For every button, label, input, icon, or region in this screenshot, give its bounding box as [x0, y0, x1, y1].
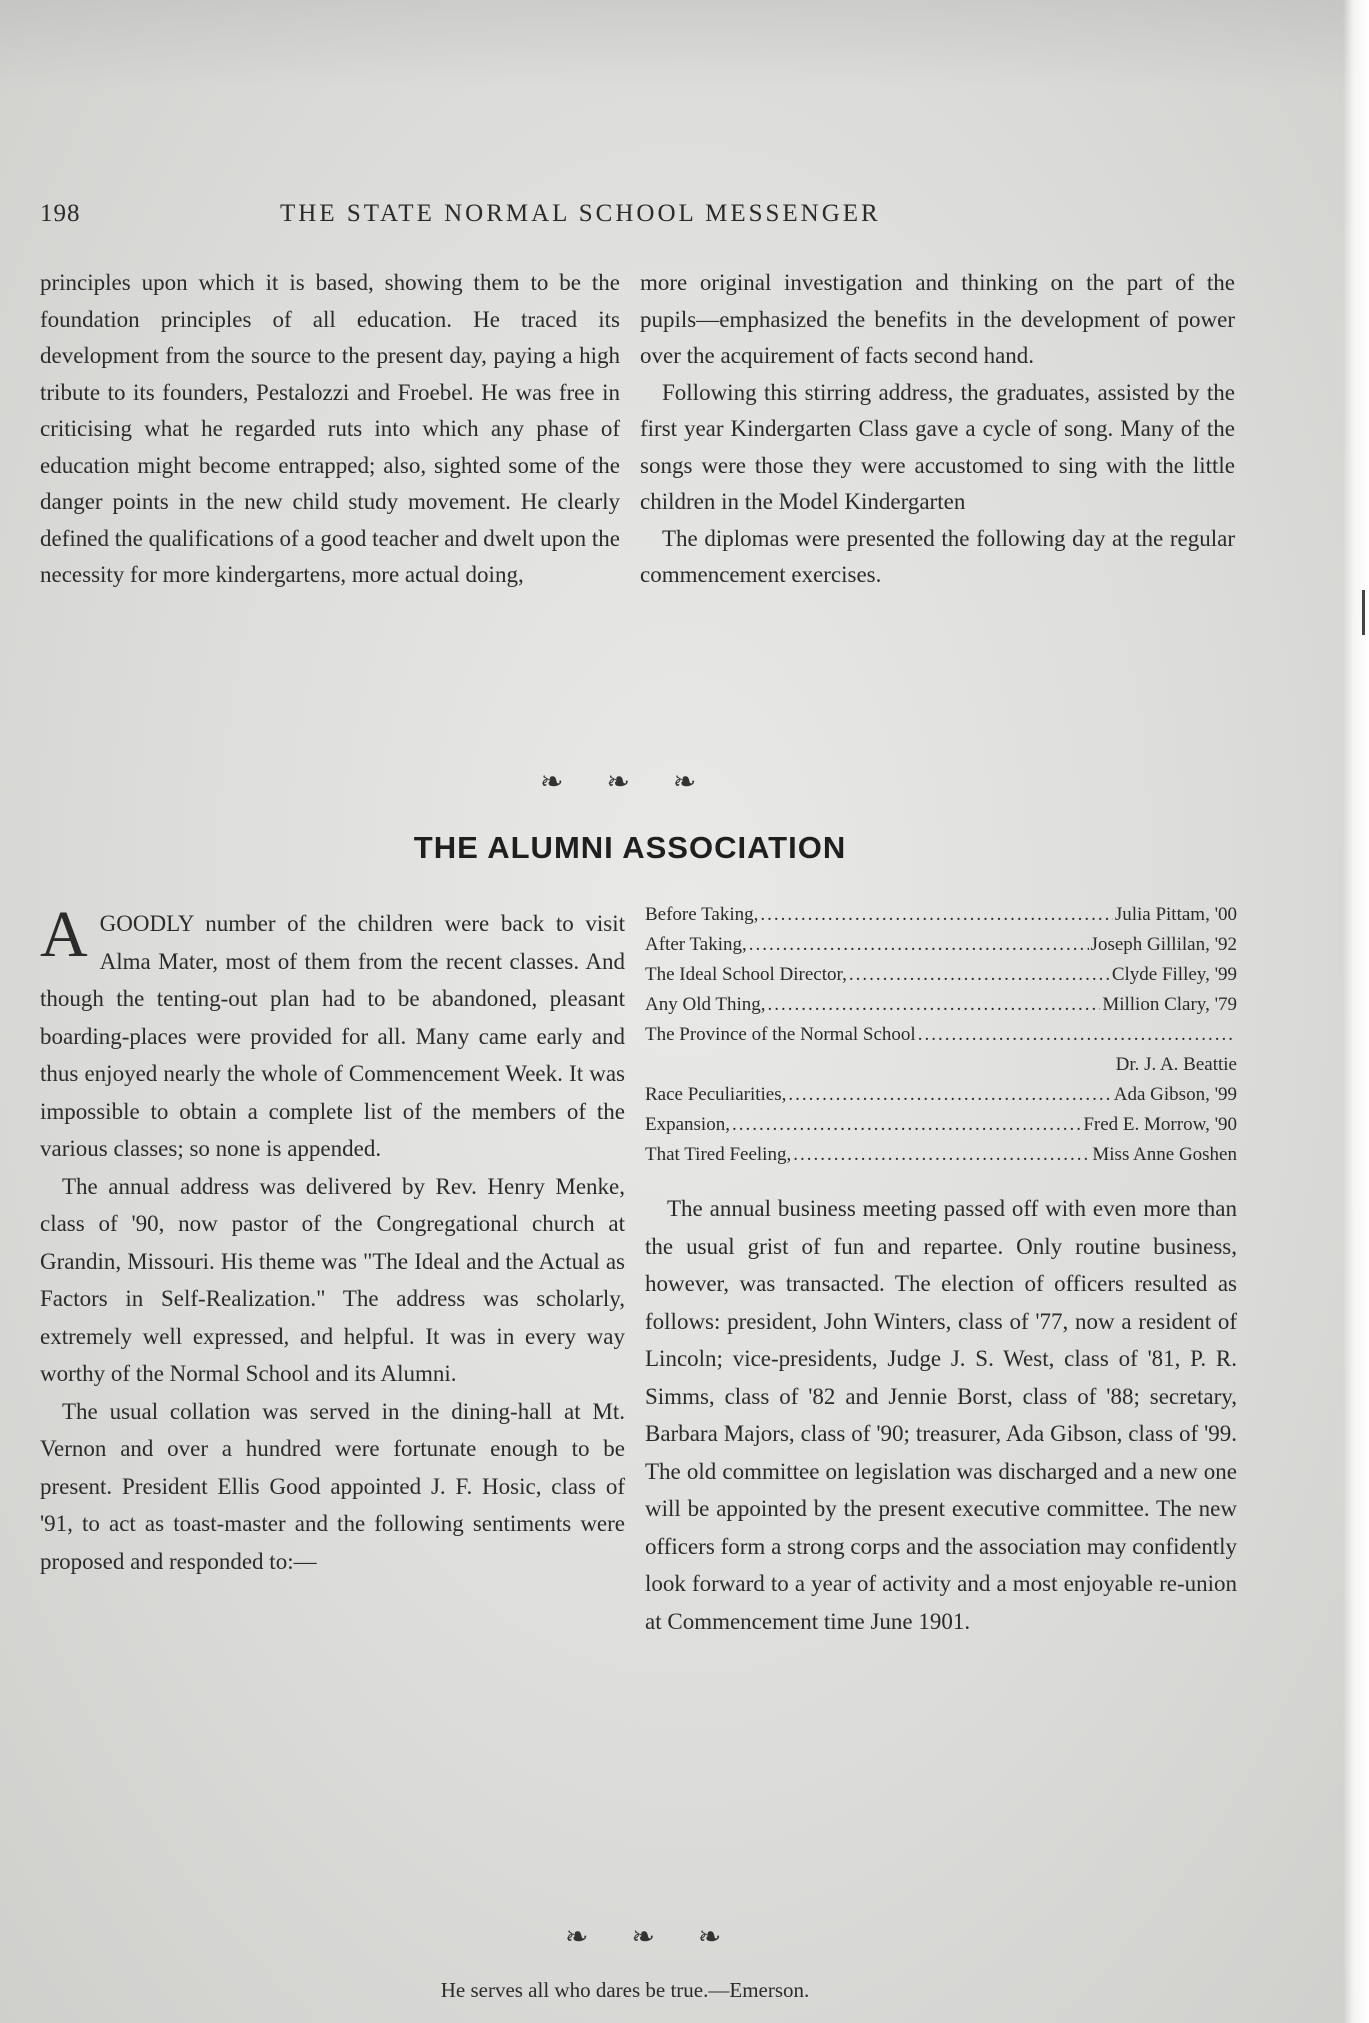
leader-dots	[749, 930, 1089, 960]
scan-mark	[1362, 590, 1365, 635]
leader-dots	[788, 1080, 1111, 1110]
toast-row	[645, 990, 1237, 1020]
business-meeting-paragraph: The annual business meeting passed off with even more than the usual grist of fun and repartee. Only routine business, however, was transacted. The election of officers resulted as follows: president, John Winters, class of '77, now a resident of Lincoln; vice-presidents, Judge J. S. West, class of '81, P. R. Simms, class of '82 and Jennie Borst, class of '88; secretary, Barbara Majors, class of '90; treasurer, Ada Gibson, class of '99. The old committee on legislation was discharged and a new one will be appointed by the present executive committee. The new officers form a strong corps and the association may confidently look forward to a year of activity and a most enjoyable re-union at Commencement time June 1901.	[645, 1196, 1237, 1634]
alumni-paragraph-3: The usual collation was served in the dining-hall at Mt. Vernon and over a hundred were fortunate enough to be present. President Ellis Good appointed J. F. Hosic, class of '91, to act as toast-master and the following sentiments were proposed and responded to:—	[40, 1398, 625, 1574]
toast-title: The Province of the Normal School	[645, 1024, 916, 1045]
section-title: THE ALUMNI ASSOCIATION	[413, 830, 847, 865]
top-left-column	[40, 265, 620, 594]
toast-title: That Tired Feeling,	[645, 1144, 792, 1165]
leader-dots	[918, 1020, 1235, 1050]
alumni-left-column	[40, 898, 625, 1580]
toast-speaker: Clyde Filley, '99	[1111, 964, 1237, 985]
scan-shadow	[0, 0, 1369, 90]
toast-title: After Taking,	[645, 934, 747, 955]
footer-quote: He serves all who dares be true.—Emerson.	[440, 1978, 810, 2002]
top-right-paragraph-3: The diplomas were presented the following day at the regular commencement exercises.	[640, 525, 1235, 587]
toast-title: Race Peculiarities,	[645, 1084, 787, 1105]
alumni-paragraph-1-text: GOODLY number of the children were back to visit Alma Mater, most of them from the recent classes. And though the tenting-out plan had to be abandoned, pleasant boarding-places were provided for all. Many came early and thus enjoyed nearly the whole of Commencement Week. It was impossible to obtain a complete list of the members of the various classes; so none is appended.	[40, 911, 625, 1161]
alumni-paragraph-1	[40, 898, 625, 1168]
toast-title: The Ideal School Director,	[645, 964, 847, 985]
drop-cap: A	[40, 898, 88, 971]
toast-speaker: Ada Gibson, '99	[1113, 1084, 1237, 1105]
alumni-right-column	[645, 1190, 1237, 1640]
page-edge	[1343, 0, 1369, 2023]
alumni-paragraph-2: The annual address was delivered by Rev. Henry Menke, class of '90, now pastor of the Congregational church at Grandin, Missouri. His theme was "The Ideal and the Actual as Factors in Self-Realization." The address was scholarly, extremely well expressed, and helpful. It was in every way worthy of the Normal School and its Alumni.	[40, 1173, 625, 1386]
leader-dots	[849, 960, 1110, 990]
toast-speaker: Julia Pittam, '00	[1114, 904, 1237, 925]
toast-title: Before Taking,	[645, 904, 759, 925]
toast-row	[645, 1110, 1237, 1140]
toast-speaker: Fred E. Morrow, '90	[1083, 1114, 1237, 1135]
toast-row	[645, 1020, 1237, 1050]
leader-dots	[793, 1140, 1090, 1170]
toast-row	[645, 900, 1237, 930]
toast-row	[645, 1140, 1237, 1170]
toast-title: Expansion,	[645, 1114, 730, 1135]
toast-row	[645, 1080, 1237, 1110]
toast-speaker: Joseph Gillilan, '92	[1090, 934, 1237, 955]
top-right-column	[640, 265, 1235, 594]
toast-speaker: Dr. J. A. Beattie	[1115, 1054, 1237, 1075]
page-number: 198	[40, 200, 81, 227]
leader-dots	[760, 900, 1112, 930]
leader-dots	[732, 1110, 1081, 1140]
leader-dots	[768, 990, 1101, 1020]
toast-speaker: Miss Anne Goshen	[1092, 1144, 1237, 1165]
top-left-paragraph: principles upon which it is based, showing them to be the foundation principles of all education. He traced its development from the source to the present day, paying a high tribute to its founders, Pestalozzi and Froebel. He was free in criticising what he regarded ruts into which any phase of education might become entrapped; also, sighted some of the danger points in the new child study movement. He clearly defined the qualifications of a good teacher and dwelt upon the necessity for more kindergartens, more actual doing,	[40, 270, 620, 587]
toast-speaker: Million Clary, '79	[1102, 994, 1237, 1015]
toast-list	[645, 900, 1237, 1170]
journal-title: THE STATE NORMAL SCHOOL MESSENGER	[280, 200, 881, 227]
toast-row	[645, 960, 1237, 990]
running-head	[40, 200, 1250, 240]
top-right-paragraph-2: Following this stirring address, the graduates, assisted by the first year Kindergarten Class gave a cycle of song. Many of the songs were those they were accustomed to sing with the little children in the Model Kindergarten	[640, 379, 1235, 514]
top-right-paragraph-1: more original investigation and thinking on the part of the pupils—emphasized the benefits in the development of power over the acquirement of facts second hand.	[640, 270, 1235, 368]
toast-title: Any Old Thing,	[645, 994, 766, 1015]
toast-row	[645, 930, 1237, 960]
section-ornament: ❧ ❧ ❧	[540, 767, 715, 798]
end-ornament: ❧ ❧ ❧	[565, 1922, 740, 1953]
